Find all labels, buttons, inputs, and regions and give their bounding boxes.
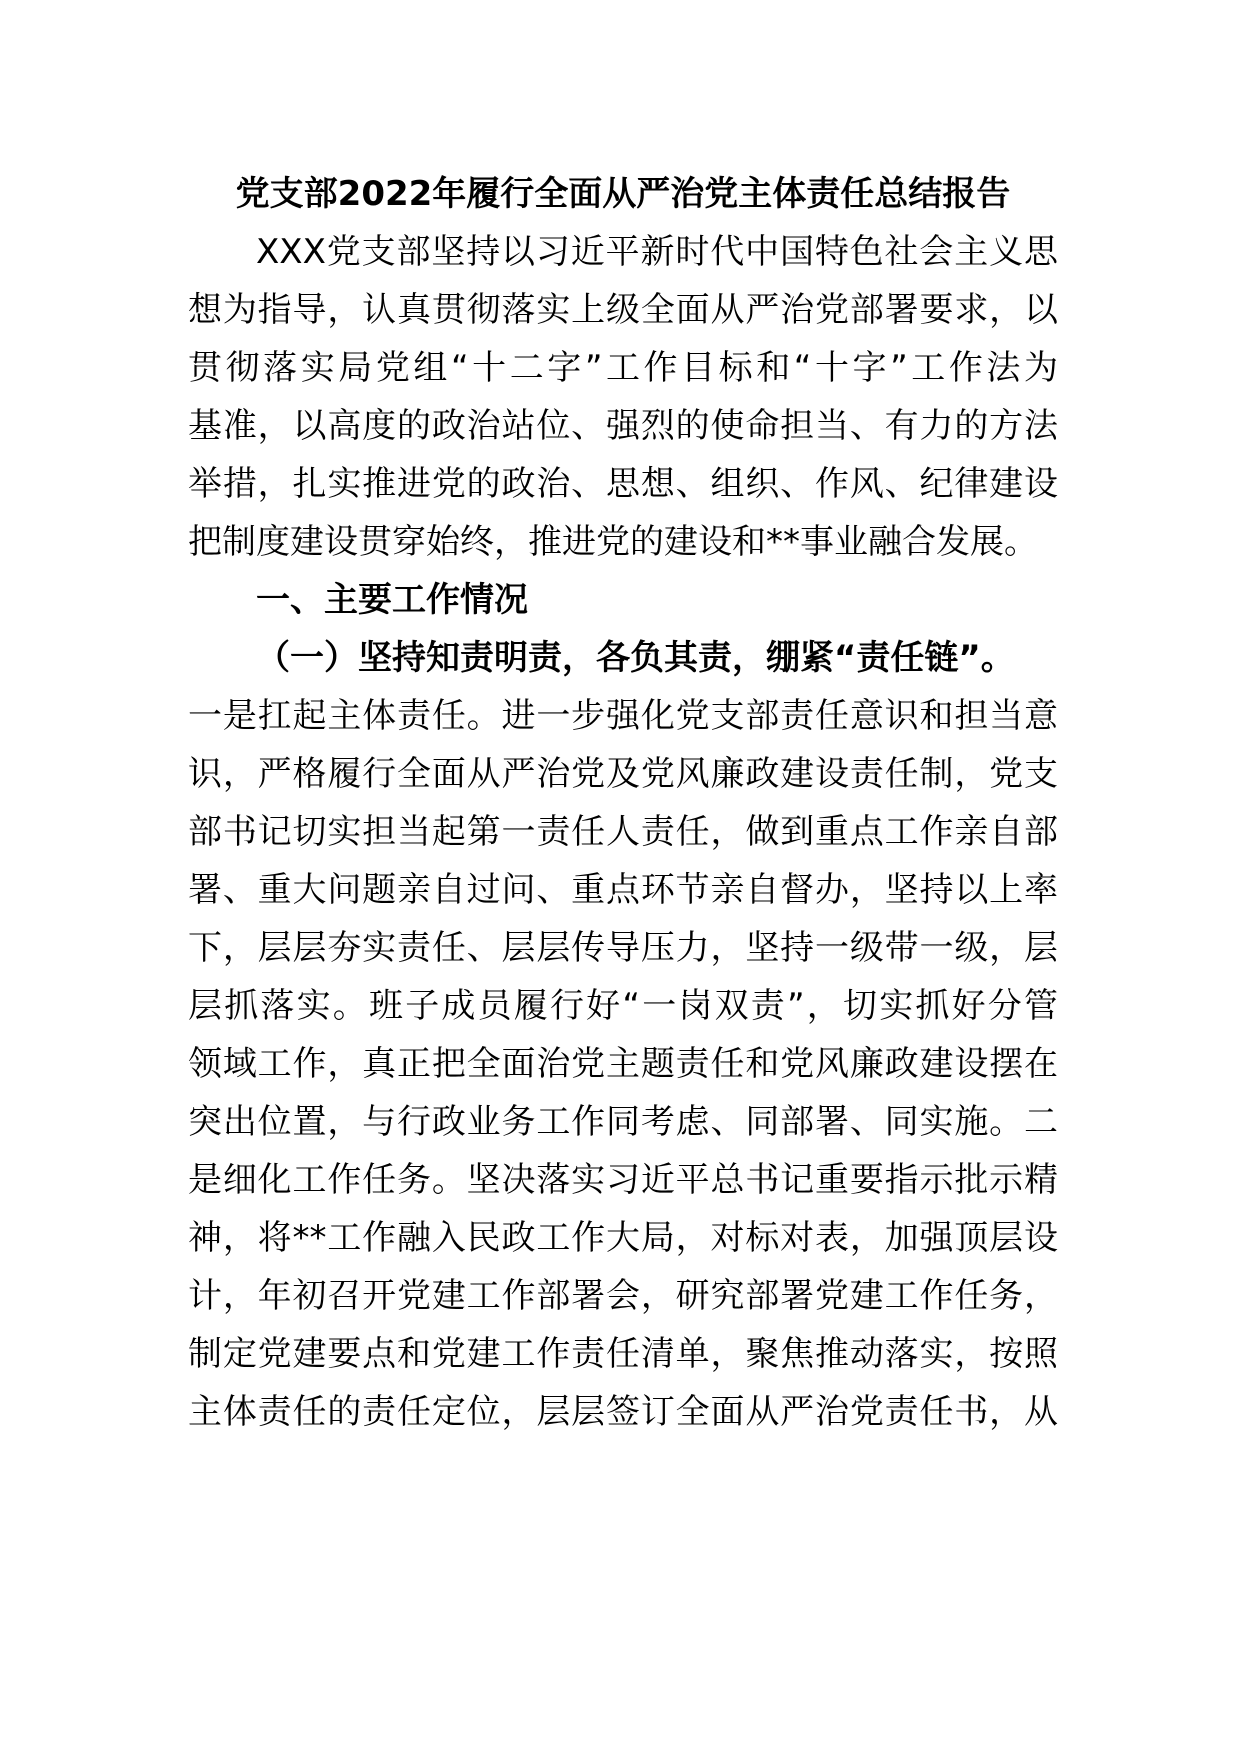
paragraph-line: XXX党支部坚持以习近平新时代中国特色社会主义思 (256, 232, 1058, 272)
paragraph-line: 主体责任的责任定位，层层签订全面从严治党责任书，从 (188, 1392, 1058, 1432)
paragraph-line: 层抓落实。班子成员履行好“一岗双责”，切实抓好分管 (188, 986, 1058, 1026)
paragraph-line: 下，层层夯实责任、层层传导压力，坚持一级带一级，层 (188, 928, 1058, 968)
paragraph-line: 是细化工作任务。坚决落实习近平总书记重要指示批示精 (188, 1160, 1058, 1200)
paragraph-line: 神，将**工作融入民政工作大局，对标对表，加强顶层设 (188, 1218, 1058, 1258)
paragraph-line: 计，年初召开党建工作部署会，研究部署党建工作任务， (188, 1276, 1058, 1316)
section-heading: 一、主要工作情况 (256, 580, 528, 620)
paragraph-line: 举措，扎实推进党的政治、思想、组织、作风、纪律建设 (188, 464, 1058, 504)
paragraph-line: 基准，以高度的政治站位、强烈的使命担当、有力的方法 (188, 406, 1058, 446)
paragraph-line: 领域工作，真正把全面治党主题责任和党风廉政建设摆在 (188, 1044, 1058, 1084)
paragraph-line: 一是扛起主体责任。进一步强化党支部责任意识和担当意 (188, 696, 1058, 736)
paragraph-line: 贯彻落实局党组“十二字”工作目标和“十字”工作法为 (188, 348, 1058, 388)
paragraph-line: 部书记切实担当起第一责任人责任，做到重点工作亲自部 (188, 812, 1058, 852)
paragraph-line: 想为指导，认真贯彻落实上级全面从严治党部署要求，以 (188, 290, 1058, 330)
document-title: 党支部2022年履行全面从严治党主体责任总结报告 (235, 174, 1011, 214)
paragraph-line: 把制度建设贯穿始终，推进党的建设和**事业融合发展。 (188, 522, 1038, 562)
paragraph-line: 制定党建要点和党建工作责任清单，聚焦推动落实，按照 (188, 1334, 1058, 1374)
paragraph-line: 突出位置，与行政业务工作同考虑、同部署、同实施。二 (188, 1102, 1058, 1142)
paragraph-line: 识，严格履行全面从严治党及党风廉政建设责任制，党支 (188, 754, 1058, 794)
paragraph-line: 署、重大问题亲自过问、重点环节亲自督办，坚持以上率 (188, 870, 1058, 910)
subsection-heading: （一）坚持知责明责，各负其责，绷紧“责任链”。 (256, 638, 1015, 678)
